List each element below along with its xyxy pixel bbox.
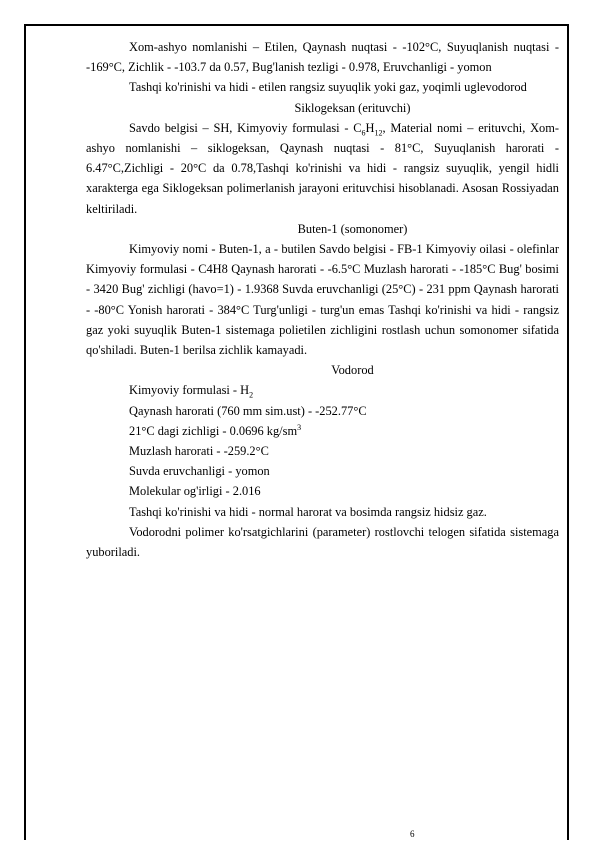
- hydrogen-boiling-point: Qaynash harorati (760 mm sim.ust) - -252.77°C: [129, 403, 367, 418]
- heading-hydrogen: Vodorod: [331, 363, 374, 378]
- document-body: [86, 37, 559, 562]
- hydrogen-formula: Kimyoviy formulasi - $H_2$: [129, 383, 254, 400]
- paragraph-cyclohexane: Savdo belgisi – SH, Kimyoviy formulasi - $C_6H_{12}$, Material nomi – erituvchi, Xom-ashyo nomlanishi – siklogeksan, Qaynash nuqtasi - 81°C, Suyuqlanish harorati - 6.47°C,Zichligi - 20°C da 0.78,Tashqi ko'rinishi va hidi - rangsiz suyuqlik, yengil hidli xarakterga ega Siklogeksan polimerlanish jarayoni erituvchisi hisoblanadi. Asosan Rossiyadan keltiriladi.: [86, 120, 559, 216]
- heading-butene: Buten-1 (somonomer): [297, 221, 408, 236]
- hydrogen-solubility: Suvda eruvchanligi - yomon: [129, 464, 270, 479]
- paragraph-butene: Kimyoviy nomi - Buten-1, a - butilen Savdo belgisi - FB-1 Kimyoviy oilasi - olefinlar Kimyoviy formulasi - C4H8 Qaynash harorati - -6.5°C Muzlash harorati - -185°C Bug' bosimi - 3420 Bug' zichligi (havo=1) - 1.9368 Suvda eruvchanligi (25°C) - 231 ppm Qaynash harorati - -80°C Yonish harorati - 384°C Turg'unligi - turg'un emas Tashqi ko'rinishi va hidi - rangsiz gaz yoki suyuqlik Buten-1 sistemaga polietilen zichligini rostlash uchun somonomer sifatida qo'shiladi. Buten-1 berilsa zichlik kamayadi.: [86, 242, 559, 358]
- hydrogen-molecular-weight: Molekular og'irligi - 2.016: [129, 484, 261, 499]
- heading-cyclohexane: Siklogeksan (erituvchi): [294, 100, 411, 115]
- paragraph-ethylene-appearance: Tashqi ko'rinishi va hidi - etilen rangsiz suyuqlik yoki gaz, yoqimli uglevodorod: [129, 80, 527, 95]
- paragraph-ethylene-properties: Xom-ashyo nomlanishi – Etilen, Qaynash nuqtasi - -102°C, Suyuqlanish nuqtasi - -169°C, Zichlik - -103.7 da 0.57, Bug'lanish tezligi - 0.978, Eruvchanligi - yomon: [86, 40, 559, 75]
- paragraph-hydrogen-usage: Vodorodni polimer ko'rsatgichlarini (parameter) rostlovchi telogen sifatida sistemaga yuboriladi.: [86, 524, 559, 560]
- hydrogen-freezing-point: Muzlash harorati - -259.2°C: [129, 444, 269, 459]
- page-number: 6: [410, 829, 415, 839]
- hydrogen-appearance: Tashqi ko'rinishi va hidi - normal harorat va bosimda rangsiz hidsiz gaz.: [129, 504, 487, 519]
- hydrogen-density: 21°C dagi zichligi - 0.0696 $kg/sm^3$: [129, 422, 302, 438]
